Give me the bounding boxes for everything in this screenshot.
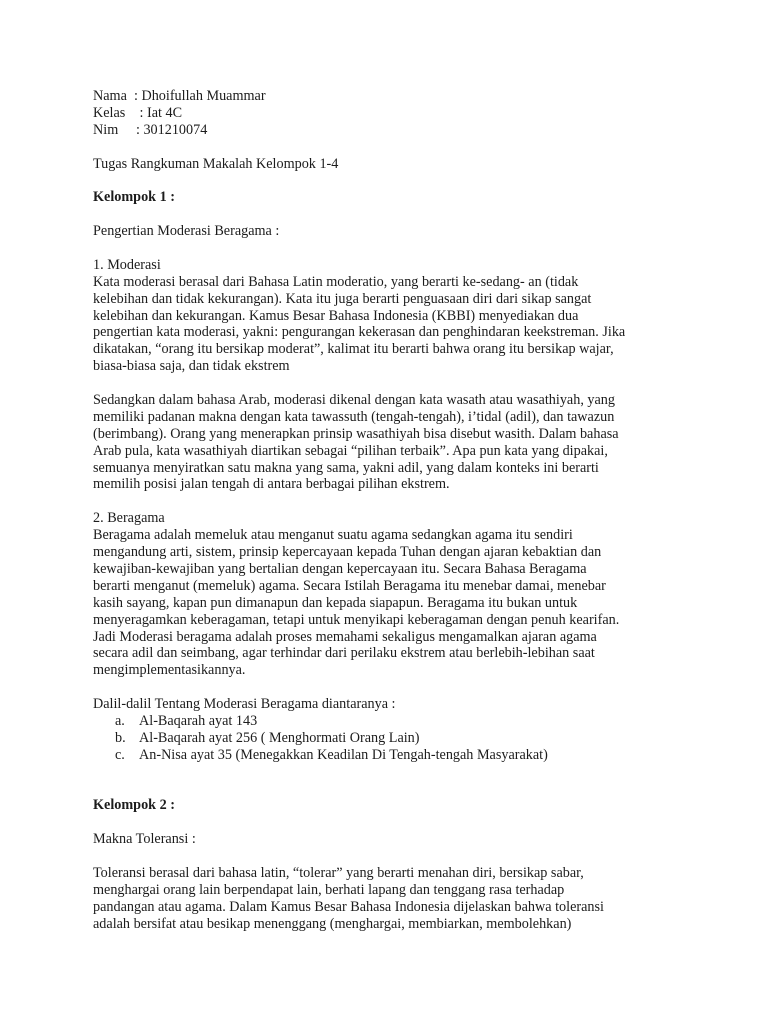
- paragraph-line: memiliki padanan makna dengan kata tawassuth (tengah-tengah), i’tidal (adil), dan tawazun: [93, 408, 615, 425]
- beragama-paragraph: [93, 527, 693, 679]
- list-item-text: An-Nisa ayat 35 (Menegakkan Keadilan Di Tengah-tengah Masyarakat): [139, 746, 548, 763]
- dalil-intro: Dalil-dalil Tentang Moderasi Beragama diantaranya :: [93, 696, 396, 713]
- list-item-text: Al-Baqarah ayat 256 ( Menghormati Orang Lain): [139, 729, 420, 746]
- paragraph-line: mengandung arti, sistem, prinsip kepercayaan kepada Tuhan dengan ajaran kebaktian dan: [93, 544, 602, 561]
- spacer: [93, 679, 693, 696]
- moderasi-title: 1. Moderasi: [93, 256, 161, 273]
- paragraph-line: adalah bersifat atau besikap menenggang (menghargai, membiarkan, membolehkan): [93, 915, 572, 932]
- paragraph-line: berarti menganut (memeluk) agama. Secara Istilah Beragama itu menebar damai, menebar: [93, 577, 606, 594]
- dalil-list: [93, 713, 693, 764]
- kelompok-1-subheading: Pengertian Moderasi Beragama :: [93, 223, 280, 240]
- list-item: [93, 747, 693, 764]
- paragraph-line: Kata moderasi berasal dari Bahasa Latin moderatio, yang berarti ke-sedang- an (tidak: [93, 273, 579, 290]
- kelompok-1-heading: Kelompok 1 :: [93, 189, 175, 206]
- paragraph-line: biasa-biasa saja, dan tidak ekstrem: [93, 358, 290, 375]
- identity-block: [93, 88, 693, 139]
- kelompok-2-subheading: Makna Toleransi :: [93, 831, 196, 848]
- spacer: [93, 848, 693, 865]
- list-item: [93, 730, 693, 747]
- paragraph-line: menghargai orang lain berpendapat lain, berhati lapang dan tenggang rasa terhadap: [93, 881, 565, 898]
- spacer: [93, 206, 693, 223]
- list-marker: a.: [115, 712, 125, 729]
- spacer: [93, 493, 693, 510]
- paragraph-line: kasih sayang, kapan pun dimanapun dan kepada siapapun. Beragama itu bukan untuk: [93, 594, 578, 611]
- list-item-text: Al-Baqarah ayat 143: [139, 712, 258, 729]
- identity-nim: Nim : 301210074: [93, 121, 208, 138]
- paragraph-line: (berimbang). Orang yang menerapkan prinsip wasathiyah bisa disebut wasith. Dalam bahasa: [93, 425, 619, 442]
- arab-paragraph: [93, 392, 693, 493]
- paragraph-line: semuanya menyiratkan satu makna yang sama, yakni adil, yang dalam konteks ini berarti: [93, 459, 599, 476]
- paragraph-line: Toleransi berasal dari bahasa latin, “tolerar” yang berarti menahan diri, bersikap sabar,: [93, 864, 584, 881]
- kelompok-2-heading: Kelompok 2 :: [93, 797, 175, 814]
- document-body: [93, 88, 693, 933]
- list-item: [93, 713, 693, 730]
- paragraph-line: mengimplementasikannya.: [93, 662, 246, 679]
- paragraph-line: kewajiban-kewajiban yang bertalian dengan kepercayaan itu. Secara Bahasa Beragama: [93, 560, 587, 577]
- document-title: Tugas Rangkuman Makalah Kelompok 1-4: [93, 155, 339, 172]
- list-marker: c.: [115, 746, 125, 763]
- paragraph-line: menyeragamkan keberagaman, tetapi untuk menyikapi keberagaman dengan penuh kearifan.: [93, 611, 620, 628]
- list-marker: b.: [115, 729, 126, 746]
- moderasi-paragraph: [93, 274, 693, 375]
- identity-nama: Nama : Dhoifullah Muammar: [93, 88, 266, 104]
- beragama-title: 2. Beragama: [93, 510, 165, 527]
- paragraph-line: Jadi Moderasi beragama adalah proses memahami sekaligus mengamalkan ajaran agama: [93, 628, 597, 645]
- paragraph-line: kelebihan dan tidak kekurangan). Kata itu juga berarti penguasaan diri dari sikap sangat: [93, 290, 592, 307]
- paragraph-line: pengertian kata moderasi, yakni: pengurangan kekerasan dan penghindaran keekstreman. Jika: [93, 324, 626, 341]
- spacer: [93, 781, 693, 798]
- paragraph-line: secara adil dan seimbang, agar terhindar dari perilaku ekstrem atau berlebih-lebihan saat: [93, 645, 595, 662]
- paragraph-line: Sedangkan dalam bahasa Arab, moderasi dikenal dengan kata wasath atau wasathiyah, yang: [93, 392, 615, 409]
- identity-kelas: Kelas : Iat 4C: [93, 104, 183, 121]
- paragraph-line: dikatakan, “orang itu bersikap moderat”, kalimat itu berarti bahwa orang itu bersikap wajar,: [93, 341, 614, 358]
- spacer: [93, 172, 693, 189]
- spacer: [93, 764, 693, 781]
- paragraph-line: pandangan atau agama. Dalam Kamus Besar Bahasa Indonesia dijelaskan bahwa toleransi: [93, 898, 604, 915]
- paragraph-line: Beragama adalah memeluk atau menganut suatu agama sedangkan agama itu sendiri: [93, 527, 573, 544]
- spacer: [93, 139, 693, 156]
- paragraph-line: memilih posisi jalan tengah di antara berbagai pilihan ekstrem.: [93, 476, 450, 493]
- spacer: [93, 240, 693, 257]
- toleransi-paragraph: [93, 865, 693, 933]
- spacer: [93, 814, 693, 831]
- paragraph-line: Arab pula, kata wasathiyah diartikan sebagai “pilihan terbaik”. Apa pun kata yang dipakai,: [93, 442, 608, 459]
- spacer: [93, 375, 693, 392]
- paragraph-line: kelebihan dan kekurangan. Kamus Besar Bahasa Indonesia (KBBI) menyediakan dua: [93, 307, 579, 324]
